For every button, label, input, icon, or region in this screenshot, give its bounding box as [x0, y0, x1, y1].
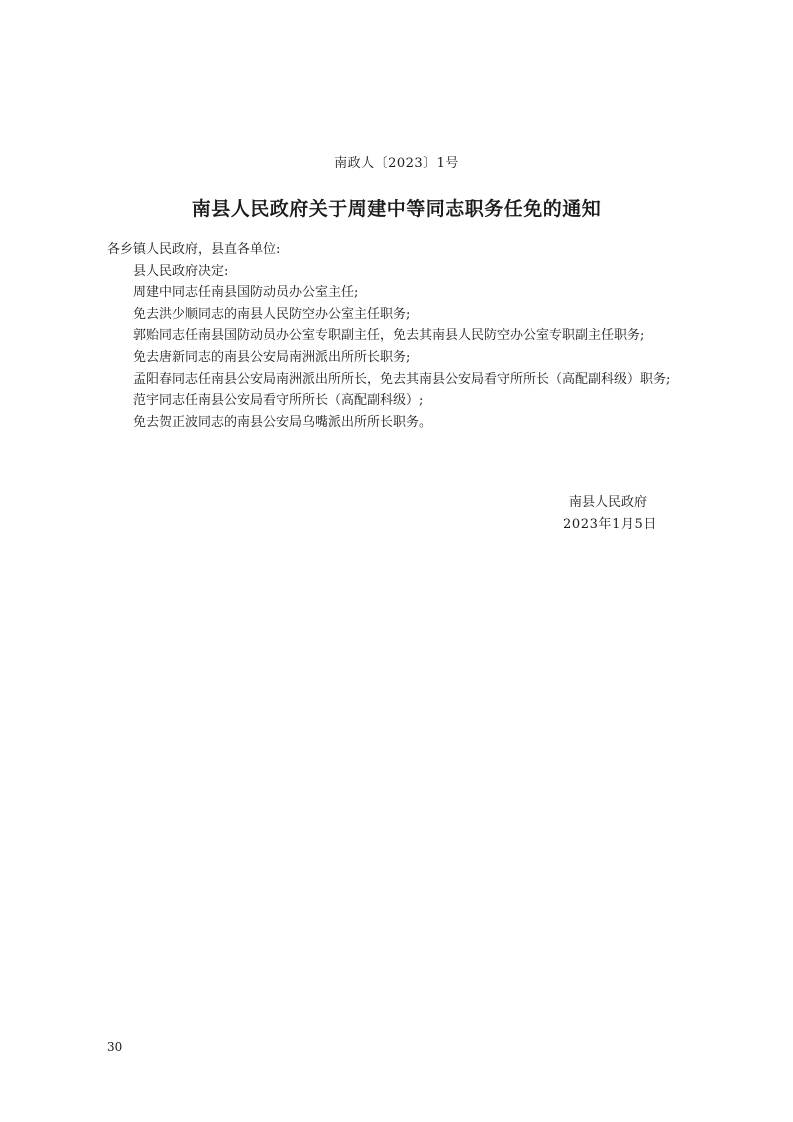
paragraph-removal: 免去洪少顺同志的南县人民防空办公室主任职务; [133, 306, 411, 322]
paragraph-removal: 免去唐新同志的南县公安局南洲派出所所长职务; [133, 349, 411, 365]
salutation: 各乡镇人民政府，县直各单位: [107, 242, 281, 257]
issue-date: 2023年1月5日 [563, 517, 658, 532]
document-title: 南县人民政府关于周建中等同志职务任免的通知 [191, 198, 602, 220]
paragraph-appointment: 孟阳春同志任南县公安局南洲派出所所长，免去其南县公安局看守所所长（高配副科级）职务; [133, 371, 671, 387]
paragraph-decision: 县人民政府决定: [133, 263, 229, 279]
issuing-organization: 南县人民政府 [569, 495, 648, 510]
paragraph-appointment: 郭贻同志任南县国防动员办公室专职副主任，免去其南县人民防空办公室专职副主任职务; [133, 328, 645, 344]
document-number: 南政人〔2023〕1号 [334, 156, 459, 171]
paragraph-removal: 免去贺正波同志的南县公安局乌嘴派出所所长职务。 [133, 414, 433, 430]
paragraph-appointment: 周建中同志任南县国防动员办公室主任; [133, 285, 359, 301]
document-body [107, 239, 699, 433]
page-number: 30 [107, 1040, 123, 1054]
signature-block [520, 492, 720, 536]
paragraph-appointment: 范宇同志任南县公安局看守所所长（高配副科级）; [133, 393, 424, 409]
